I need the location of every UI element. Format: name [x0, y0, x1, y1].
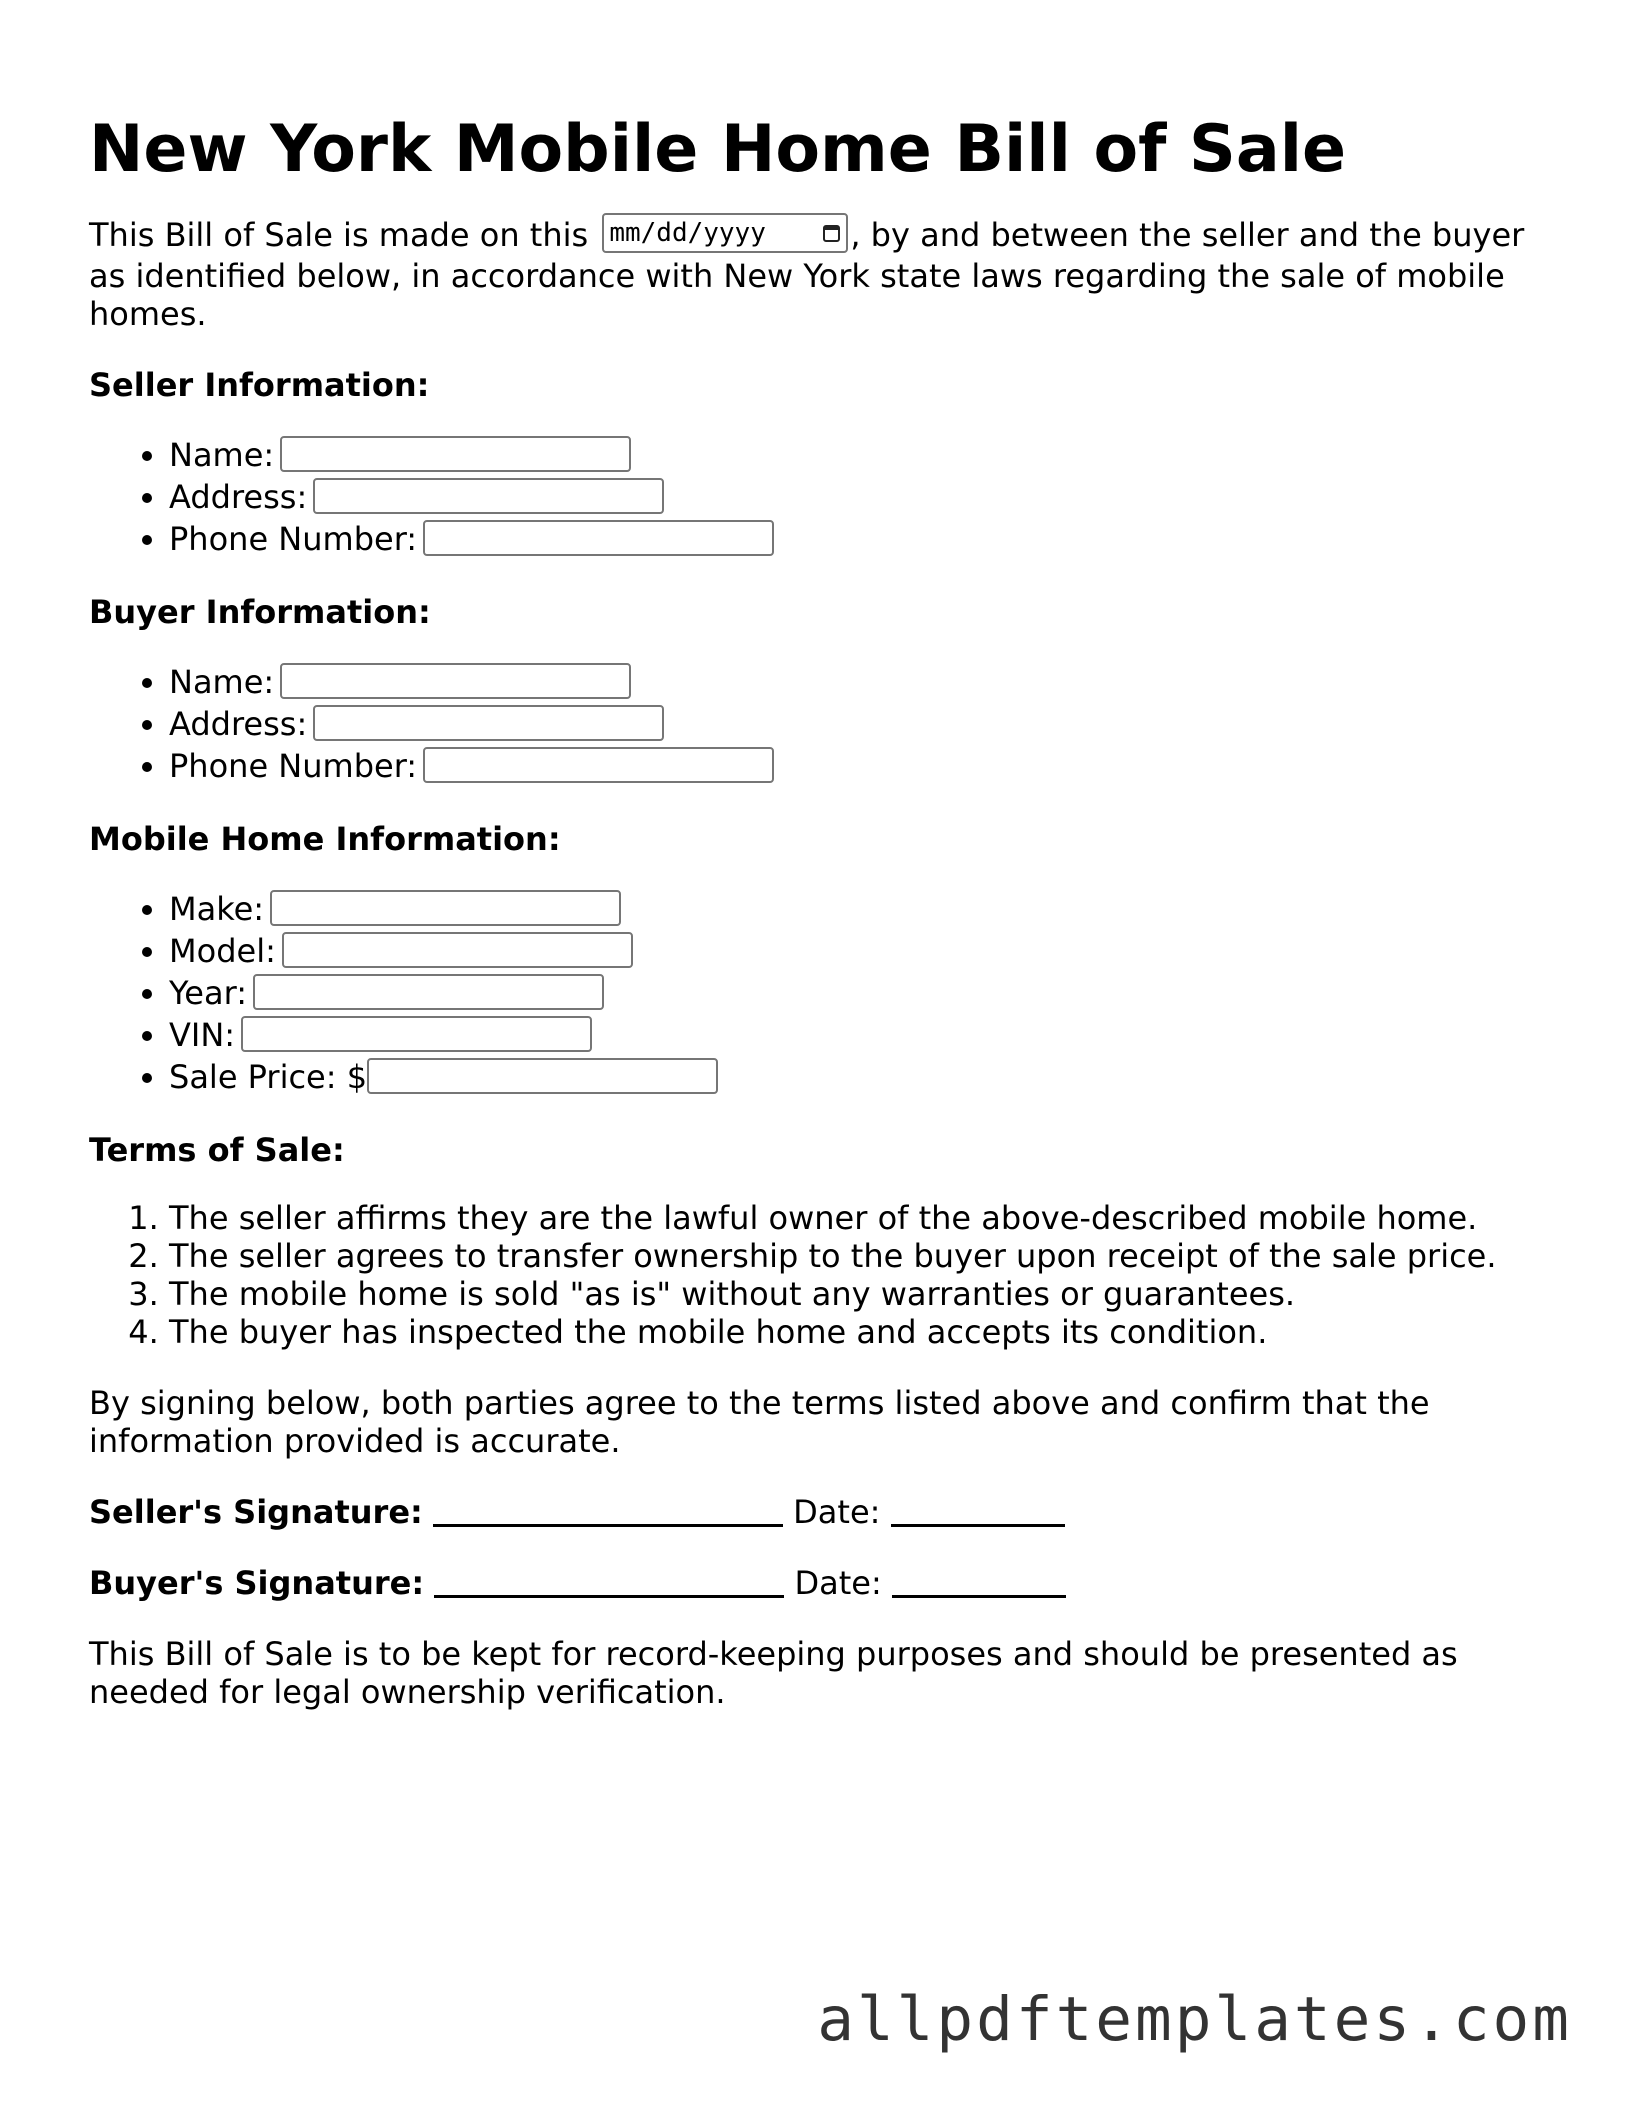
list-item [169, 745, 1559, 787]
sale-price-label: Sale Price: $ [169, 1058, 368, 1096]
date-placeholder: mm/dd/yyyy [609, 218, 766, 248]
list-item [169, 518, 1559, 560]
date-input[interactable] [602, 213, 848, 253]
agreement-paragraph: By signing below, both parties agree to the terms listed above and confirm that the information provided is accurate. [89, 1384, 1430, 1460]
buyer-date-label: Date: [794, 1564, 882, 1602]
vin-input[interactable] [241, 1016, 592, 1052]
buyer-address-input[interactable] [313, 705, 664, 741]
terms-heading: Terms of Sale: [89, 1131, 345, 1169]
mobile-home-list [89, 888, 1559, 1098]
list-item [169, 972, 1559, 1014]
list-item [169, 888, 1559, 930]
seller-name-input[interactable] [280, 436, 631, 472]
year-label: Year: [169, 974, 247, 1012]
seller-phone-label: Phone Number: [169, 520, 418, 558]
seller-signature-label: Seller's Signature: [89, 1493, 423, 1531]
seller-address-label: Address: [169, 478, 308, 516]
buyer-signature-line[interactable] [434, 1595, 784, 1598]
seller-name-label: Name: [169, 436, 275, 474]
buyer-phone-label: Phone Number: [169, 747, 418, 785]
seller-heading: Seller Information: [89, 366, 430, 404]
document-page [89, 110, 1559, 1744]
calendar-icon[interactable] [823, 225, 840, 242]
closing-paragraph: This Bill of Sale is to be kept for record-keeping purposes and should be presented as needed for legal ownership verification. [89, 1635, 1458, 1711]
seller-phone-input[interactable] [423, 520, 774, 556]
intro-text-start: This Bill of Sale is made on this [89, 216, 589, 254]
seller-list [89, 434, 1559, 560]
list-item [169, 703, 1559, 745]
list-item [169, 1056, 1559, 1098]
make-input[interactable] [270, 890, 621, 926]
model-label: Model: [169, 932, 276, 970]
seller-address-input[interactable] [313, 478, 664, 514]
seller-signature-row [89, 1493, 1559, 1531]
intro-text-end: , by and between the seller and the buyer as identified below, in accordance with New York state laws regarding the sale of mobile homes. [89, 216, 1525, 333]
vin-label: VIN: [169, 1016, 236, 1054]
seller-date-label: Date: [793, 1493, 881, 1531]
buyer-list [89, 661, 1559, 787]
term-item: 1. The seller affirms they are the lawful owner of the above-described mobile home. [169, 1199, 1559, 1237]
list-item [169, 661, 1559, 703]
buyer-name-label: Name: [169, 663, 275, 701]
page-title: New York Mobile Home Bill of Sale [89, 112, 1347, 187]
mobile-home-heading: Mobile Home Information: [89, 820, 561, 858]
year-input[interactable] [253, 974, 604, 1010]
sale-price-input[interactable] [367, 1058, 718, 1094]
terms-list [89, 1199, 1559, 1351]
buyer-date-line[interactable] [892, 1595, 1066, 1598]
model-input[interactable] [282, 932, 633, 968]
term-item: 2. The seller agrees to transfer ownership to the buyer upon receipt of the sale price. [169, 1237, 1559, 1275]
buyer-address-label: Address: [169, 705, 308, 743]
list-item [169, 1014, 1559, 1056]
term-item: 4. The buyer has inspected the mobile home and accepts its condition. [169, 1313, 1559, 1351]
term-item: 3. The mobile home is sold "as is" without any warranties or guarantees. [169, 1275, 1559, 1313]
buyer-signature-row [89, 1564, 1559, 1602]
intro-paragraph [89, 216, 1559, 333]
buyer-signature-label: Buyer's Signature: [89, 1564, 425, 1602]
list-item [169, 476, 1559, 518]
buyer-heading: Buyer Information: [89, 593, 431, 631]
buyer-name-input[interactable] [280, 663, 631, 699]
buyer-phone-input[interactable] [423, 747, 774, 783]
make-label: Make: [169, 890, 265, 928]
seller-date-line[interactable] [891, 1524, 1065, 1527]
list-item [169, 930, 1559, 972]
seller-signature-line[interactable] [433, 1524, 783, 1527]
watermark: allpdftemplates.com [817, 1984, 1572, 2055]
list-item [169, 434, 1559, 476]
